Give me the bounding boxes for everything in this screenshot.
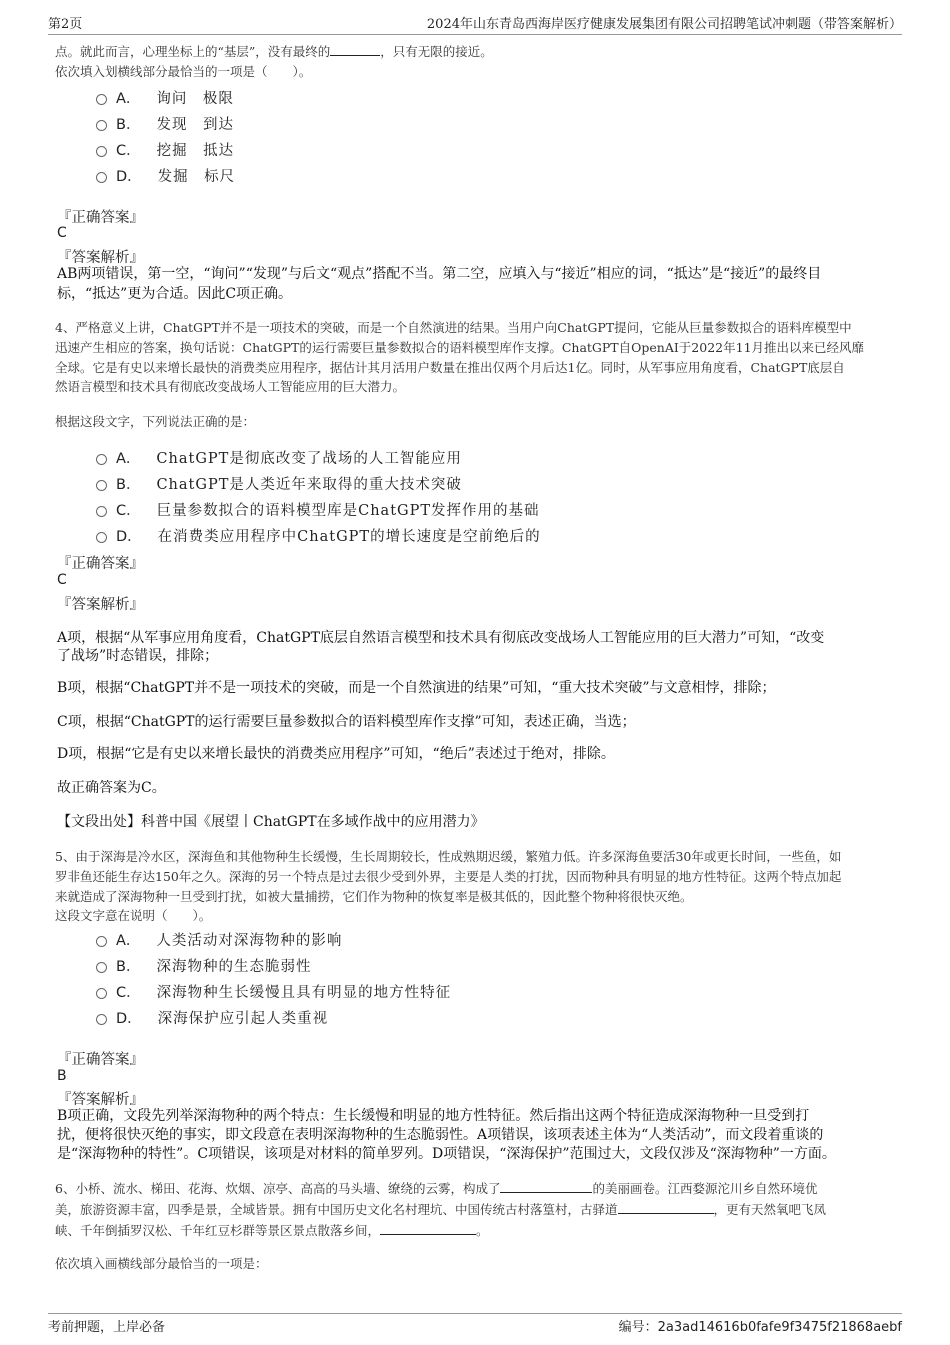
radio-icon[interactable] [96,120,107,131]
q6-stem-line2: 美，旅游资源丰富，四季是景，全域皆景。拥有中国历史文化名村理坑、中国传统古村落篁村，古驿道 ，更有天然氧吧飞凤 [55,1202,827,1217]
q6-stem-line1: 6、小桥、流水、梯田、花海、炊烟、凉亭、高高的马头墙、缭绕的云雾，构成了 的美丽画卷。江西婺源沱川乡自然环境优 [55,1181,818,1196]
q4-analysis-c: C项，根据“ChatGPT的运行需要巨量参数拟合的语料模型库作支撑”可知，表述正确，当选； [57,714,636,730]
q5-prompt: 这段文字意在说明（ ）。 [55,908,212,923]
q3-stem-part1: 点。就此而言，心理坐标上的“基层”，没有最终的 [55,44,331,59]
q3-blank [330,42,380,56]
radio-icon[interactable] [96,146,107,157]
q4-conclusion: 故正确答案为C。 [57,780,166,796]
q3-stem [55,42,493,62]
q5-stem-line3: 来就造成了深海物种一旦受到打扰，如被大量捕捞，它们作为物种的恢复率是极其低的，因此整个物种将很快灭绝。 [55,889,693,904]
q5-analysis-line1: B项正确，文段先列举深海物种的两个特点：生长缓慢和明显的地方性特征。然后指出这两个特征造成深海物种一旦受到打 [57,1108,810,1124]
q5-analysis-line2: 扰，便将很快灭绝的事实，即文段意在表明深海物种的生态脆弱性。A项错误，该项表述主体为“人类活动”，而文段着重谈的 [57,1127,824,1143]
page-footer [48,1313,902,1336]
q4-stem-line1: 4、严格意义上讲，ChatGPT并不是一项技术的突破，而是一个自然演进的结果。当用户向ChatGPT提问，它能从巨量参数拟合的语料库模型中 [55,320,852,335]
q3-option-c[interactable]: C． 挖掘 抵达 [96,138,234,160]
radio-icon[interactable] [96,936,107,947]
q4-option-d[interactable]: D． 在消费类应用程序中ChatGPT的增长速度是空前绝后的 [96,524,541,546]
q5-option-d[interactable]: D． 深海保护应引起人类重视 [96,1006,328,1028]
q3-option-d[interactable]: D． 发掘 标尺 [96,164,235,186]
radio-icon[interactable] [96,506,107,517]
q3-stem-part2: ，只有无限的接近。 [380,44,493,59]
radio-icon[interactable] [96,454,107,465]
q3-prompt: 依次填入划横线部分最恰当的一项是（ ）。 [55,64,312,79]
radio-icon[interactable] [96,988,107,999]
q4-stem-line2: 迅速产生相应的答案，换句话说：ChatGPT的运行需要巨量参数拟合的语料模型库作支撑。ChatGPT自OpenAI于2022年11月推出以来已经风靡 [55,340,865,355]
q4-option-c[interactable]: C． 巨量参数拟合的语料模型库是ChatGPT发挥作用的基础 [96,498,540,520]
footer-slogan: 考前押题，上岸必备 [48,1319,166,1335]
q6-blank-3 [380,1221,476,1235]
q6-prompt: 依次填入画横线部分最恰当的一项是： [55,1256,268,1271]
q6-stem-line3: 峡、千年倒插罗汉松、千年红豆杉群等景区景点散落乡间， 。 [55,1223,489,1238]
q4-source: 【文段出处】科普中国《展望丨ChatGPT在多域作战中的应用潜力》 [57,814,485,830]
radio-icon[interactable] [96,532,107,543]
q3-answer-label: 『正确答案』 [57,210,144,226]
q6-blank-2 [618,1200,714,1214]
q5-answer: B [57,1068,67,1084]
q3-analysis-label: 『答案解析』 [57,250,144,266]
q4-analysis-a-line1: A项，根据“从军事应用角度看，ChatGPT底层自然语言模型和技术具有彻底改变战场人工智能应用的巨大潜力”可知，“改变 [57,630,825,646]
q5-option-b[interactable]: B． 深海物种的生态脆弱性 [96,954,311,976]
page-header [48,10,902,35]
q4-option-b[interactable]: B． ChatGPT是人类近年来取得的重大技术突破 [96,472,462,494]
q4-stem-line4: 然语言模型和技术具有彻底改变战场人工智能应用的巨大潜力。 [55,379,406,394]
q4-analysis-d: D项，根据“它是有史以来增长最快的消费类应用程序”可知，“绝后”表述过于绝对，排除。 [57,746,615,762]
q4-answer: C [57,572,67,588]
radio-icon[interactable] [96,1014,107,1025]
footer-code: 2a3ad14616b0fafe9f3475f21868aebf [657,1319,902,1335]
q4-prompt: 根据这段文字，下列说法正确的是： [55,414,256,429]
q3-analysis-line2: 标，“抵达”更为合适。因此C项正确。 [57,286,293,302]
q5-analysis-label: 『答案解析』 [57,1092,144,1108]
q3-option-a[interactable]: A． 询问 极限 [96,86,234,108]
q4-analysis-label: 『答案解析』 [57,597,144,613]
q5-stem-line2: 罗非鱼还能生存达150年之久。深海的另一个特点是过去很少受到外界，主要是人类的打扰，因而物种具有明显的地方性特征。这两个特点加起 [55,869,842,884]
q6-blank-1 [500,1179,592,1193]
footer-code-label: 编号： [618,1319,658,1335]
page-number: 第2页 [48,17,83,32]
q4-analysis-b: B项，根据“ChatGPT并不是一项技术的突破，而是一个自然演进的结果”可知，“重大技术突破”与文意相悖，排除； [57,680,776,696]
q4-option-a[interactable]: A． ChatGPT是彻底改变了战场的人工智能应用 [96,446,462,468]
q5-option-c[interactable]: C． 深海物种生长缓慢且具有明显的地方性特征 [96,980,451,1002]
q5-stem-line1: 5、由于深海是冷水区，深海鱼和其他物种生长缓慢，生长周期较长，性成熟期迟缓，繁殖力低。许多深海鱼要活30年或更长时间，一些鱼，如 [55,849,842,864]
radio-icon[interactable] [96,480,107,491]
document-title: 2024年山东青岛西海岸医疗健康发展集团有限公司招聘笔试冲刺题（带答案解析） [426,17,902,32]
radio-icon[interactable] [96,94,107,105]
q3-analysis-line1: AB两项错误，第一空，“询问”“发现”与后文“观点”搭配不当。第二空，应填入与“接近”相应的词，“抵达”是“接近”的最终目 [57,266,822,282]
radio-icon[interactable] [96,172,107,183]
q3-answer: C [57,225,67,241]
q3-option-b[interactable]: B． 发现 到达 [96,112,234,134]
q4-stem-line3: 全球。它是有史以来增长最快的消费类应用程序，据估计其月活用户数量在推出仅两个月后达1亿。同时，从军事应用角度看，ChatGPT底层自 [55,360,845,375]
q5-option-a[interactable]: A． 人类活动对深海物种的影响 [96,928,342,950]
q5-answer-label: 『正确答案』 [57,1052,144,1068]
q5-analysis-line3: 是“深海物种的特性”。C项错误，该项是对材料的简单罗列。D项错误，“深海保护”范围过大，文段仅涉及“深海物种”一方面。 [57,1146,836,1162]
radio-icon[interactable] [96,962,107,973]
q4-analysis-a-line2: 了战场”时态错误，排除； [57,648,219,664]
q4-answer-label: 『正确答案』 [57,556,144,572]
footer-code-wrap [619,1316,902,1335]
